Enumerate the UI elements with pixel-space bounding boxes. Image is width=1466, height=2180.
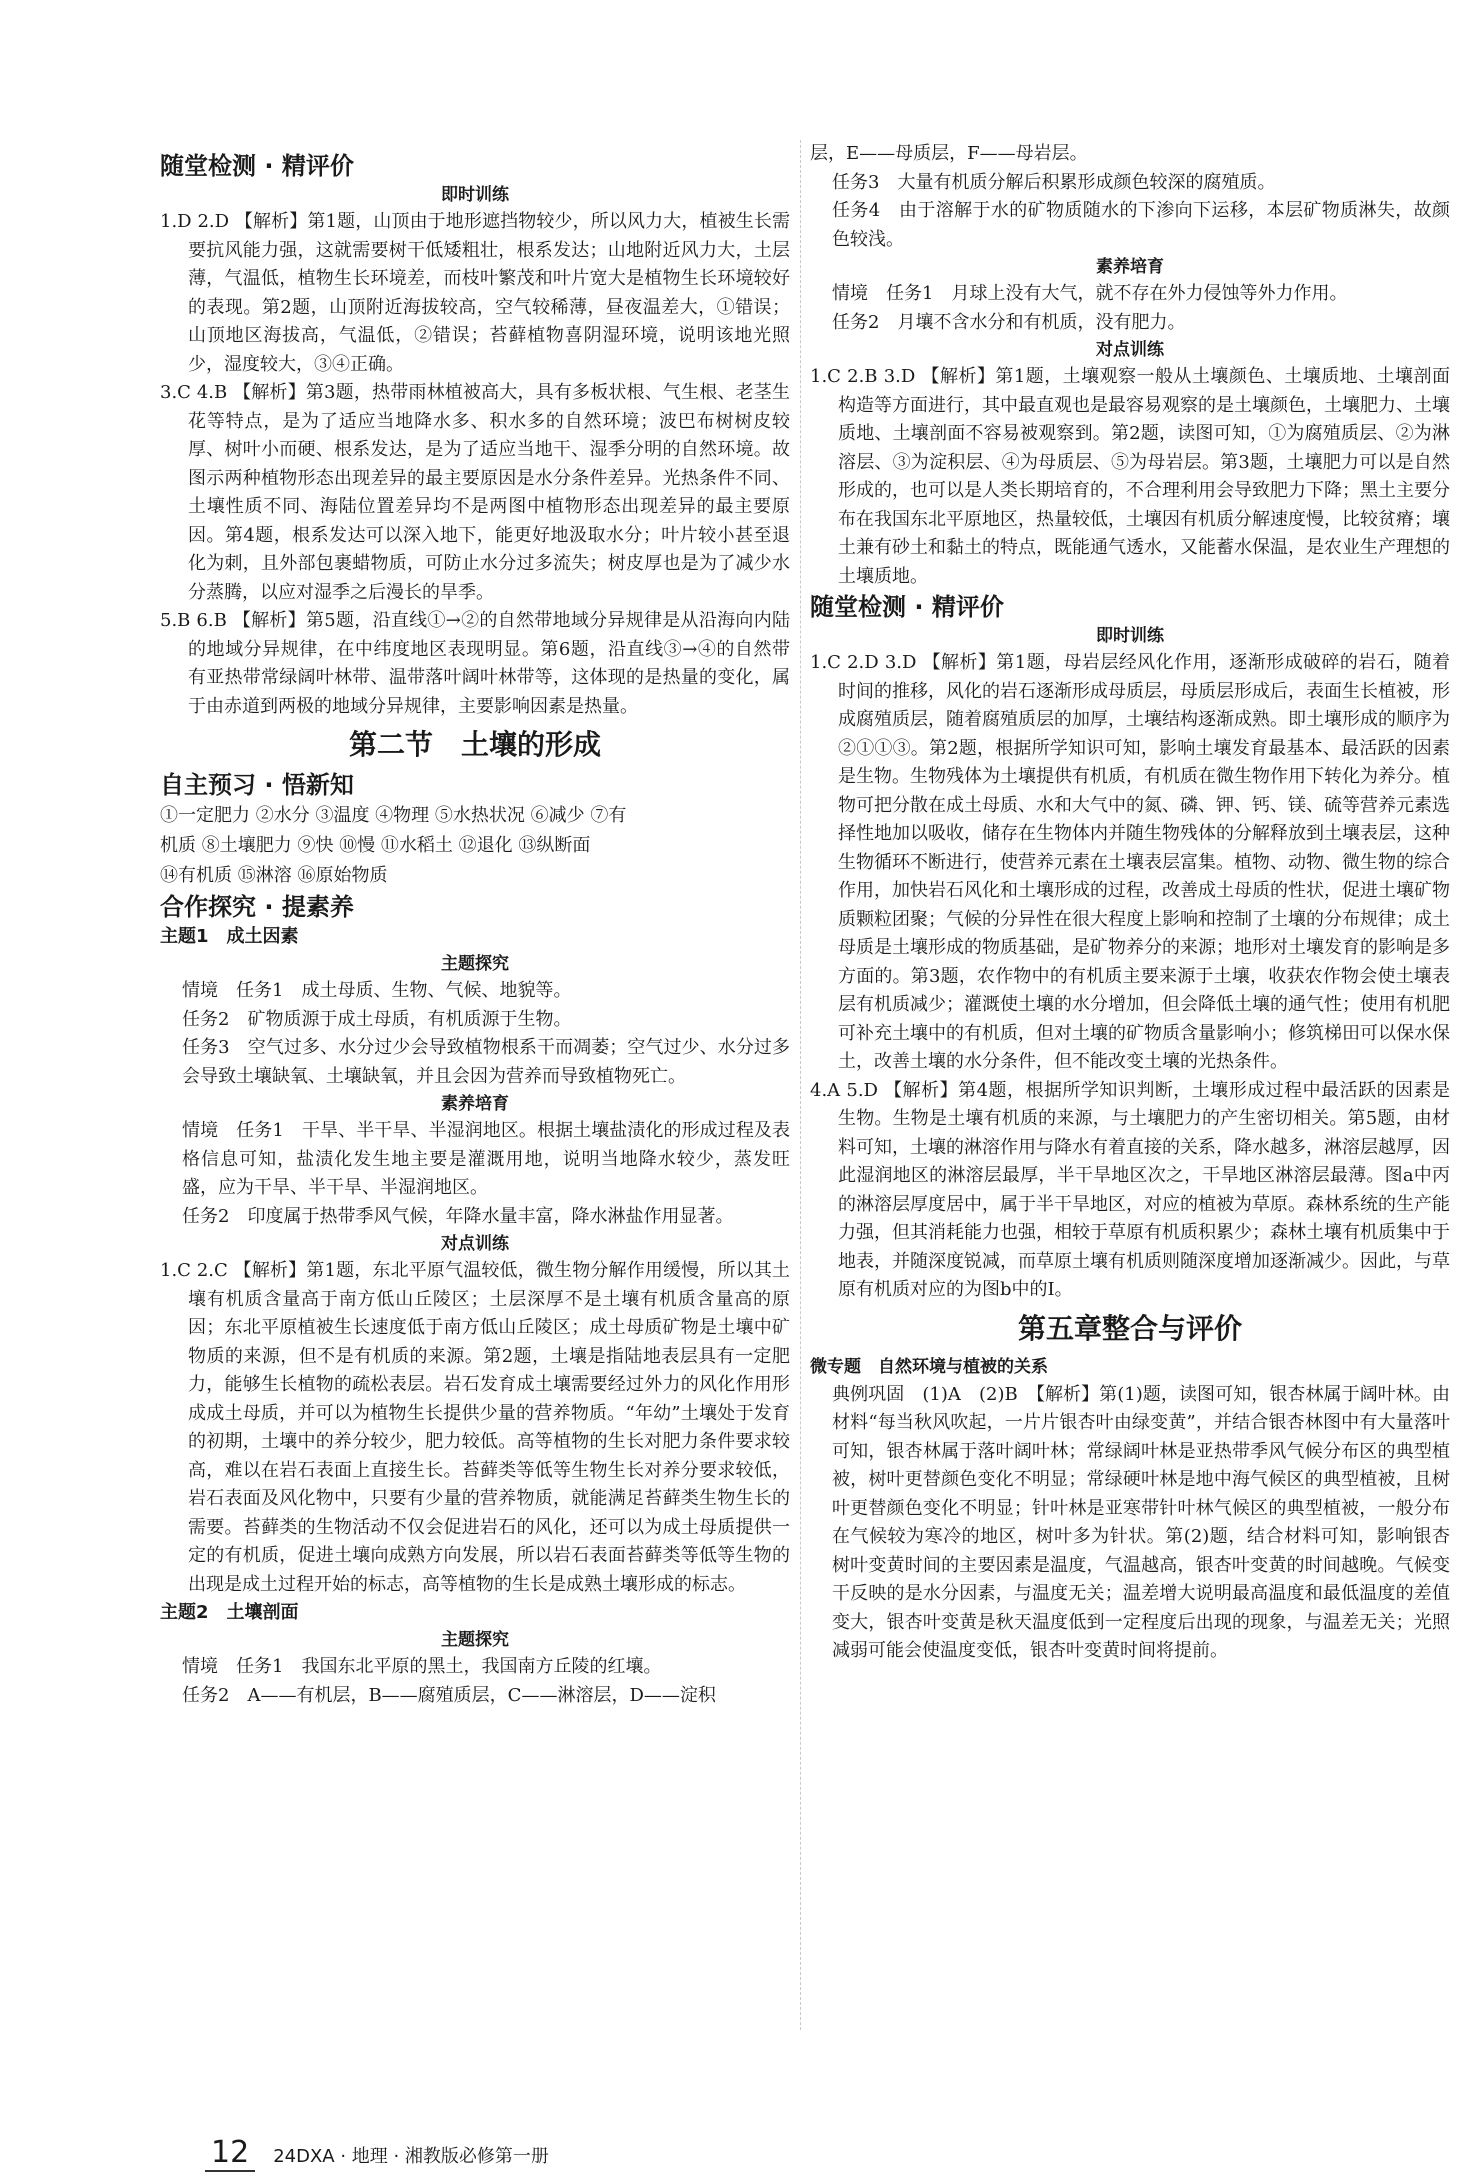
preview-answers: ①一定肥力 ②水分 ③温度 ④物理 ⑤水热状况 ⑥减少 ⑦有 (160, 805, 627, 826)
answer-paragraph: 4.A 5.D 【解析】第4题，根据所学知识判断，土壤形成过程中最活跃的因素是生物。生物是土壤有机质的来源，与土壤肥力的产生密切相关。第5题，由材料可知，土壤的淋溶作用与降水有着直接的关系，降水越多，淋溶层越厚，因此湿润地区的淋溶层最厚，半干旱地区次之，干旱地区淋溶层最薄。图a中丙的淋溶层厚度居中，属于半干旱地区，对应的植被为草原。森林系统的生产能力强，但其消耗能力也强，相较于草原有机质积累少；森林土壤有机质集中于地表，并随深度锐减，而草原土壤有机质则随深度增加逐渐减少。因此，与草原有机质对应的为图b中的Ⅰ。 (810, 1079, 1450, 1300)
preview-answers: ⑭有机质 ⑮淋溶 ⑯原始物质 (160, 865, 388, 886)
section-title: 随堂检测 · 精评价 (810, 593, 1004, 621)
book-code: 24DXA · 地理 · 湘教版必修第一册 (273, 2146, 549, 2167)
task-answer: 任务2 印度属于热带季风气候，年降水量丰富，降水淋盐作用显著。 (182, 1205, 734, 1227)
left-column (160, 150, 790, 1710)
answer-paragraph: 1.C 2.C 【解析】第1题，东北平原气温较低，微生物分解作用缓慢，所以其土壤有机质含量高于南方低山丘陵区；土层深厚不是土壤有机质含量高的原因；东北平原植被生长速度低于南方低山丘陵区；成土母质矿物是土壤中矿物质的来源，但不是有机质的来源。第2题，土壤是指陆地表层具有一定肥力，能够生长植物的疏松表层。岩石发育成土壤需要经过外力的风化作用形成成土母质，并可以为植物生长提供少量的营养物质。“年幼”土壤处于发育的初期，土壤中的养分较少，肥力较低。高等植物的生长对肥力条件要求较高，难以在岩石表面上直接生长。苔藓类等低等生物生长对养分要求较低，岩石表面及风化物中，只要有少量的营养物质，就能满足苔藓类生物生长的需要。苔藓类的生物活动不仅会促进岩石的风化，还可以为成土母质提供一定的有机质，促进土壤向成熟方向发展，所以岩石表面苔藓类等低等生物的出现是成土过程开始的标志，高等植物的生长是成熟土壤形成的标志。 (160, 1260, 790, 1595)
column-divider (800, 140, 801, 2030)
task-answer: 任务3 空气过多、水分过少会导致植物根系干而凋萎；空气过少、水分过多会导致土壤缺氧、土壤缺氧，并且会因为营养而导致植物死亡。 (182, 1037, 790, 1087)
topic-title: 主题1 成土因素 (160, 926, 299, 947)
subsection-title: 对点训练 (441, 1234, 509, 1254)
subsection-title: 对点训练 (1096, 340, 1164, 360)
task-answer: 任务2 矿物质源于成土母质，有机质源于生物。 (182, 1008, 572, 1030)
page-number: 12 (205, 2135, 255, 2172)
subsection-title: 素养培育 (1096, 257, 1164, 277)
task-answer: 情境 任务1 我国东北平原的黑土，我国南方丘陵的红壤。 (182, 1656, 662, 1677)
coop-title: 合作探究 · 提素养 (160, 893, 354, 921)
preview-title: 自主预习 · 悟新知 (160, 771, 354, 799)
preview-answers: 机质 ⑧土壤肥力 ⑨快 ⑩慢 ⑪水稻土 ⑫退化 ⑬纵断面 (160, 835, 591, 856)
answer-paragraph: 1.D 2.D 【解析】第1题，山顶由于地形遮挡物较少，所以风力大，植被生长需要抗风能力强，这就需要树干低矮粗壮，根系发达；山地附近风力大，土层薄，气温低，植物生长环境差，而枝叶繁茂和叶片宽大是植物生长环境较好的表现。第2题，山顶附近海拔较高，空气较稀薄，昼夜温差大，①错误；山顶地区海拔高，气温低，②错误；苔藓植物喜阴湿环境，说明该地光照少，湿度较大，③④正确。 (160, 211, 790, 375)
task-answer: 任务4 由于溶解于水的矿物质随水的下渗向下运移，本层矿物质淋失，故颜色较浅。 (832, 200, 1450, 250)
subsection-title: 素养培育 (441, 1094, 509, 1114)
micro-topic-title: 微专题 自然环境与植被的关系 (810, 1356, 1048, 1377)
task-answer: 情境 任务1 月球上没有大气，就不存在外力侵蚀等外力作用。 (832, 283, 1348, 304)
subsection-title: 即时训练 (441, 185, 509, 205)
answer-paragraph: 5.B 6.B 【解析】第5题，沿直线①→②的自然带地域分异规律是从沿海向内陆的地域分异规律，在中纬度地区表现明显。第6题，沿直线③→④的自然带有亚热带常绿阔叶林带、温带落叶阔叶林带等，这体现的是热量的变化，属于由赤道到两极的地域分异规律，主要影响因素是热量。 (160, 610, 790, 717)
section-title: 随堂检测 · 精评价 (160, 152, 354, 180)
subsection-title: 主题探究 (441, 954, 509, 974)
task-answer: 任务2 A——有机层，B——腐殖质层，C——淋溶层，D——淀积 (182, 1684, 716, 1706)
right-column (810, 140, 1450, 1666)
answer-paragraph: 1.C 2.B 3.D 【解析】第1题，土壤观察一般从土壤颜色、土壤质地、土壤剖面构造等方面进行，其中最直观也是最容易观察的是土壤颜色，土壤肥力、土壤质地、土壤剖面不容易被观察到。第2题，读图可知，①为腐殖质层、②为淋溶层、③为淀积层、④为母质层、⑤为母岩层。第3题，土壤肥力可以是自然形成的，也可以是人类长期培育的，不合理利用会导致肥力下降；黑土主要分布在我国东北平原地区，热量较低，土壤因有机质分解速度慢，比较贫瘠；壤土兼有砂土和黏土的特点，既能通气透水，又能蓄水保温，是农业生产理想的土壤质地。 (810, 366, 1450, 587)
answer-paragraph: 典例巩固 (1)A (2)B 【解析】第(1)题，读图可知，银杏林属于阔叶林。由材料“每当秋风吹起，一片片银杏叶由绿变黄”，并结合银杏林图中有大量落叶可知，银杏林属于落叶阔叶林；常绿阔叶林是亚热带季风气候分布区的典型植被，树叶更替颜色变化不明显；常绿硬叶林是地中海气候区的典型植被，且树叶更替颜色变化不明显；针叶林是亚寒带针叶林气候区的典型植被，一般分布在气候较为寒冷的地区，树叶多为针状。第(2)题，结合材料可知，影响银杏树叶变黄时间的主要因素是温度，气温越高，银杏叶变黄的时间越晚。气候变干反映的是水分因素，与温度无关；温差增大说明最高温度和最低温度的差值变大，银杏叶变黄是秋天温度低到一定程度后出现的现象，与温差无关；光照减弱可能会使温度变低，银杏叶变黄时间将提前。 (832, 1383, 1450, 1661)
chapter-title: 第五章整合与评价 (1017, 1311, 1242, 1345)
task-answer: 任务3 大量有机质分解后积累形成颜色较深的腐殖质。 (832, 171, 1276, 193)
subsection-title: 主题探究 (441, 1630, 509, 1650)
task-answer: 任务2 月壤不含水分和有机质，没有肥力。 (832, 311, 1186, 333)
task-answer: 情境 任务1 干旱、半干旱、半湿润地区。根据土壤盐渍化的形成过程及表格信息可知，盐渍化发生地主要是灌溉用地，说明当地降水较少，蒸发旺盛，应为干旱、半干旱、半湿润地区。 (182, 1120, 790, 1198)
page-footer (205, 2135, 549, 2172)
section-heading: 第二节 土壤的形成 (348, 728, 601, 761)
answer-paragraph: 3.C 4.B 【解析】第3题，热带雨林植被高大，具有多板状根、气生根、老茎生花等特点，是为了适应当地降水多、积水多的自然环境；波巴布树树皮较厚、树叶小而硬、根系发达，是为了适应当地干、湿季分明的自然环境。故图示两种植物形态出现差异的最主要原因是水分条件差异。光热条件不同、土壤性质不同、海陆位置差异均不是两图中植物形态出现差异的最主要原因。第4题，根系发达可以深入地下，能更好地汲取水分；叶片较小甚至退化为刺，且外部包裹蜡物质，可防止水分过多流失；树皮厚也是为了减少水分蒸腾，以应对湿季之后漫长的旱季。 (160, 382, 790, 603)
task-answer: 情境 任务1 成土母质、生物、气候、地貌等。 (182, 980, 572, 1001)
task-answer: 层，E——母质层，F——母岩层。 (810, 143, 1088, 164)
subsection-title: 即时训练 (1096, 626, 1164, 646)
answer-paragraph: 1.C 2.D 3.D 【解析】第1题，母岩层经风化作用，逐渐形成破碎的岩石，随着时间的推移，风化的岩石逐渐形成母质层，母质层形成后，表面生长植被，形成腐殖质层，随着腐殖质层的加厚，土壤结构逐渐成熟。即土壤形成的顺序为②①①③。第2题，根据所学知识可知，影响土壤发育最基本、最活跃的因素是生物。生物残体为土壤提供有机质，有机质在微生物作用下转化为养分。植物可把分散在成土母质、水和大气中的氮、磷、钾、钙、镁、硫等营养元素选择性地加以吸收，储存在生物体内并随生物残体的分解释放到土壤表层，这种生物循环不断进行，使营养元素在土壤表层富集。植物、动物、微生物的综合作用，加快岩石风化和土壤形成的过程，改善成土母质的性状，促进土壤矿物质颗粒团聚；气候的分异性在很大程度上影响和控制了土壤的分布规律；成土母质是土壤形成的物质基础，是矿物养分的来源；地形对土壤发育的影响是多方面的。第3题，农作物中的有机质主要来源于土壤，收获农作物会使土壤表层有机质减少；灌溉使土壤的水分增加，但会降低土壤的通气性；使用有机肥可补充土壤中的有机质，但对土壤的矿物质含量影响小；修筑梯田可以保水保土，改善土壤的水分条件，但不能改变土壤的光热条件。 (810, 652, 1450, 1072)
topic-title: 主题2 土壤剖面 (160, 1602, 299, 1623)
